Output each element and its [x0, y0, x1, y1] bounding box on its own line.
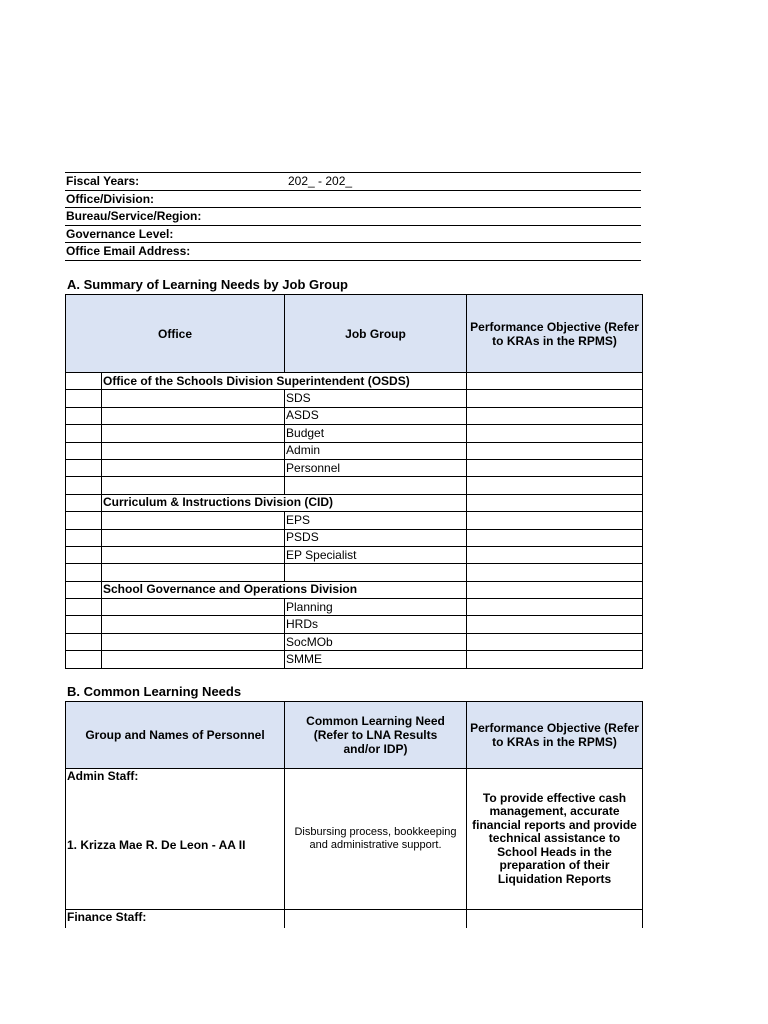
division-row	[66, 494, 643, 511]
row-index-cell	[66, 616, 102, 633]
office-cell	[102, 407, 285, 424]
row-index-cell	[66, 390, 102, 407]
blank-row	[66, 477, 643, 494]
admin-performance-objective: To provide effective cash management, accurate financial reports and provide technical assistance to School Heads in the preparation of their Liquidation Reports	[467, 769, 643, 910]
row-index-cell	[66, 442, 102, 459]
finance-learning-need	[285, 910, 467, 928]
fiscal-years-label: Fiscal Years:	[65, 173, 287, 191]
performance-objective-cell	[467, 651, 643, 668]
row-index-cell	[66, 407, 102, 424]
blank-cell	[467, 564, 643, 581]
table-row	[66, 616, 643, 633]
table-row	[66, 546, 643, 563]
table-row	[66, 425, 643, 442]
table-row	[66, 599, 643, 616]
office-cell	[102, 599, 285, 616]
fiscal-years-value: 202_ - 202_	[287, 173, 641, 191]
division-name: Curriculum & Instructions Division (CID)	[102, 494, 285, 511]
job-group: SMME	[285, 651, 467, 668]
office-cell	[102, 512, 285, 529]
section-a-title: A. Summary of Learning Needs by Job Group	[67, 277, 348, 292]
office-cell	[102, 633, 285, 650]
common-learning-needs-table	[65, 701, 643, 928]
row-index-cell	[66, 581, 102, 598]
row-index-cell	[66, 546, 102, 563]
performance-objective-cell	[467, 390, 643, 407]
job-group: ASDS	[285, 407, 467, 424]
header-office: Office	[66, 295, 285, 373]
table-row	[66, 512, 643, 529]
blank-row	[66, 564, 643, 581]
performance-objective-cell	[467, 442, 643, 459]
table-row	[66, 633, 643, 650]
admin-cell	[66, 769, 285, 910]
row-index-cell	[66, 494, 102, 511]
division-name: School Governance and Operations Division	[102, 581, 285, 598]
job-group: SDS	[285, 390, 467, 407]
office-cell	[102, 390, 285, 407]
table-row	[66, 529, 643, 546]
email-label: Office Email Address:	[65, 243, 641, 261]
job-group: Budget	[285, 425, 467, 442]
job-group: Admin	[285, 442, 467, 459]
performance-objective-cell	[467, 407, 643, 424]
table-row	[66, 910, 643, 928]
blank-cell	[285, 564, 467, 581]
header-performance-objective-b: Performance Objective (Refer to KRAs in the RPMS)	[467, 702, 643, 769]
blank-cell	[285, 477, 467, 494]
blank-cell	[66, 564, 102, 581]
row-index-cell	[66, 373, 102, 390]
job-group: EP Specialist	[285, 546, 467, 563]
header-job-group: Job Group	[285, 295, 467, 373]
row-index-cell	[66, 633, 102, 650]
job-group: Planning	[285, 599, 467, 616]
personnel-name: 1. Krizza Mae R. De Leon - AA II	[67, 838, 246, 852]
header-common-learning-need: Common Learning Need (Refer to LNA Results and/or IDP)	[285, 702, 467, 769]
table-row	[66, 459, 643, 476]
division-row	[66, 581, 643, 598]
header-group-names: Group and Names of Personnel	[66, 702, 285, 769]
table-row	[66, 407, 643, 424]
division-row	[66, 373, 643, 390]
header-performance-objective: Performance Objective (Refer to KRAs in the RPMS)	[467, 295, 643, 373]
performance-objective-cell	[467, 425, 643, 442]
performance-objective-cell	[467, 599, 643, 616]
blank-cell	[66, 477, 102, 494]
finance-staff-label: Finance Staff:	[66, 910, 285, 928]
row-index-cell	[66, 512, 102, 529]
governance-label: Governance Level:	[65, 225, 641, 243]
job-group: Personnel	[285, 459, 467, 476]
office-cell	[102, 616, 285, 633]
bureau-label: Bureau/Service/Region:	[65, 208, 641, 226]
blank-cell	[102, 564, 285, 581]
performance-objective-cell	[467, 581, 643, 598]
performance-objective-cell	[467, 373, 643, 390]
office-cell	[102, 459, 285, 476]
finance-performance-objective	[467, 910, 643, 928]
row-index-cell	[66, 459, 102, 476]
job-group: EPS	[285, 512, 467, 529]
performance-objective-cell	[467, 494, 643, 511]
performance-objective-cell	[467, 616, 643, 633]
office-cell	[102, 442, 285, 459]
performance-objective-cell	[467, 529, 643, 546]
blank-cell	[467, 477, 643, 494]
office-cell	[102, 529, 285, 546]
section-b-title: B. Common Learning Needs	[67, 684, 242, 699]
row-index-cell	[66, 529, 102, 546]
performance-objective-cell	[467, 459, 643, 476]
job-group: PSDS	[285, 529, 467, 546]
job-group: HRDs	[285, 616, 467, 633]
office-division-label: Office/Division:	[65, 190, 641, 208]
info-block	[65, 172, 641, 261]
table-row	[66, 651, 643, 668]
performance-objective-cell	[467, 512, 643, 529]
job-group-table	[65, 294, 643, 669]
job-group: SocMOb	[285, 633, 467, 650]
row-index-cell	[66, 599, 102, 616]
performance-objective-cell	[467, 546, 643, 563]
admin-staff-label: Admin Staff:	[67, 769, 139, 783]
table-row	[66, 442, 643, 459]
office-cell	[102, 546, 285, 563]
performance-objective-cell	[467, 633, 643, 650]
table-row	[66, 769, 643, 910]
row-index-cell	[66, 425, 102, 442]
office-cell	[102, 651, 285, 668]
office-cell	[102, 425, 285, 442]
division-name: Office of the Schools Division Superintendent (OSDS)	[102, 373, 285, 390]
admin-learning-need: Disbursing process, bookkeeping and administrative support.	[285, 769, 467, 910]
row-index-cell	[66, 651, 102, 668]
blank-cell	[102, 477, 285, 494]
table-row	[66, 390, 643, 407]
